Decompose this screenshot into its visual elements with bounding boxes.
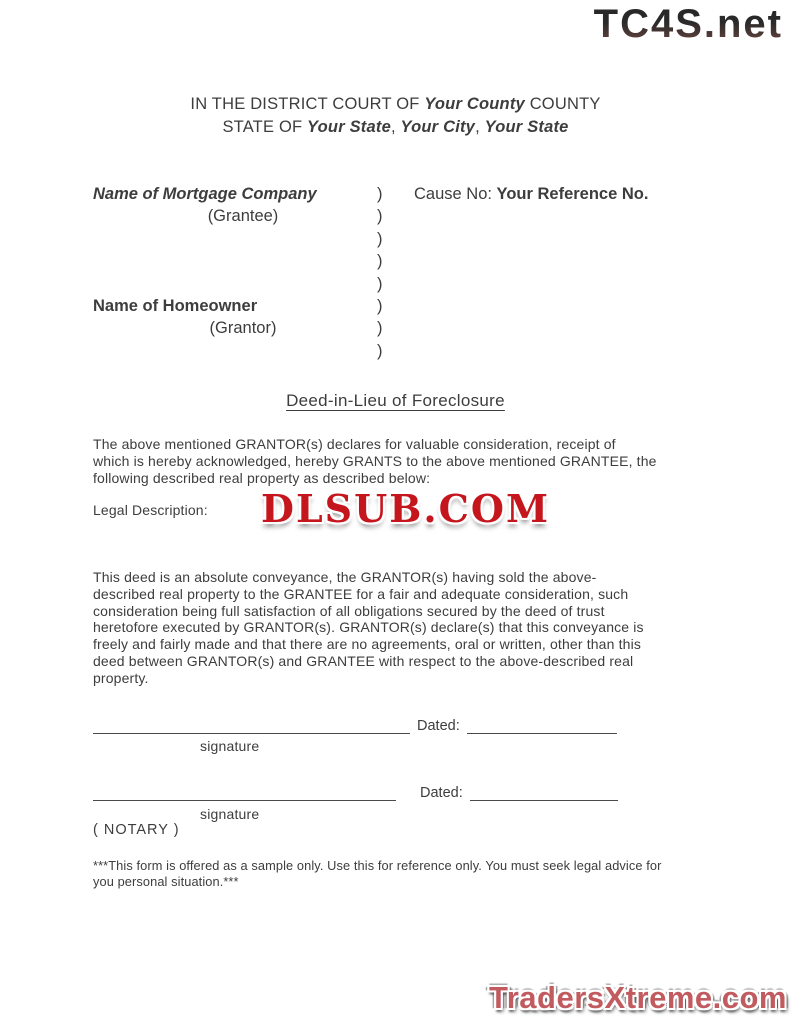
grantee-role: (Grantee) <box>207 207 279 226</box>
dated-label: Dated: <box>420 785 463 801</box>
granting-paragraph <box>93 436 657 486</box>
caption-parties-column <box>93 183 393 362</box>
grantor-name: Name of Homeowner <box>93 296 258 315</box>
tradersxtreme-watermark-logo: TradersXtreme.com <box>489 980 787 1015</box>
cause-number-line <box>414 183 648 205</box>
grantor-signature-row <box>93 718 617 734</box>
court-header-line2-sep2: , <box>475 118 485 136</box>
conveyance-paragraph <box>93 569 644 687</box>
court-header-line1 <box>0 93 791 116</box>
document-title: Deed-in-Lieu of Foreclosure <box>286 391 505 410</box>
court-header <box>0 93 791 139</box>
signature-caption: signature <box>200 806 260 822</box>
cause-number-label: Cause No: <box>414 185 497 203</box>
court-header-line1-post: COUNTY <box>524 95 601 113</box>
sample-disclaimer-line: you personal situation.*** <box>93 873 239 889</box>
caption-paren: ) <box>377 185 383 203</box>
conveyance-paragraph-line: deed between GRANTOR(s) and GRANTEE with respect to the above-described real <box>93 652 634 669</box>
court-header-line2-sep1: , <box>390 118 401 136</box>
caption-paren: ) <box>377 229 383 248</box>
conveyance-paragraph-line: This deed is an absolute conveyance, the GRANTOR(s) having sold the above- <box>93 569 597 585</box>
notary-signature-row <box>93 785 618 801</box>
your-county-placeholder: Your County <box>424 95 525 113</box>
caption-paren: ) <box>377 341 383 360</box>
granting-paragraph-line: which is hereby acknowledged, hereby GRANTS to the above mentioned GRANTEE, the <box>93 452 657 469</box>
grantor-role: (Grantor) <box>209 319 277 338</box>
caption-paren: ) <box>377 274 383 293</box>
granting-paragraph-line: following described real property as described below: <box>93 469 431 486</box>
notary-label: ( NOTARY ) <box>93 822 180 838</box>
conveyance-paragraph-line: freely and fairly made and that there are no agreements, oral or written, other than this <box>93 636 641 653</box>
date-line <box>467 719 617 734</box>
dlsub-watermark-logo: DLSUB.COM <box>261 486 551 531</box>
conveyance-paragraph-line: property. <box>93 669 149 686</box>
court-header-line2 <box>0 116 791 139</box>
caption-paren: ) <box>377 296 383 315</box>
grantee-name: Name of Mortgage Company <box>93 185 317 203</box>
sample-disclaimer <box>93 858 661 890</box>
date-line <box>470 786 618 801</box>
conveyance-paragraph-line: heretofore executed by GRANTOR(s). GRANTOR(s) declare(s) that this conveyance is <box>93 619 644 636</box>
court-header-line1-pre: IN THE DISTRICT COURT OF <box>190 95 425 113</box>
conveyance-paragraph-line: described real property to the GRANTEE for a fair and adequate consideration, such <box>93 585 629 602</box>
your-state-placeholder-1: Your State <box>307 118 391 136</box>
caption-paren: ) <box>377 207 383 226</box>
signature-caption: signature <box>200 738 260 754</box>
cause-number-value: Your Reference No. <box>496 185 649 203</box>
your-state-placeholder-2: Your State <box>484 118 569 136</box>
caption-paren-column <box>377 183 383 362</box>
your-city-placeholder: Your City <box>400 118 476 136</box>
caption-paren: ) <box>377 319 383 338</box>
granting-paragraph-line: The above mentioned GRANTOR(s) declares for valuable consideration, receipt of <box>93 436 616 452</box>
court-header-line2-pre: STATE OF <box>222 118 308 136</box>
signature-line <box>93 786 396 801</box>
legal-description-label: Legal Description: <box>93 502 208 518</box>
signature-line <box>93 719 410 734</box>
tc4s-watermark-logo: TC4S.net <box>593 2 783 46</box>
caption-paren: ) <box>377 252 383 271</box>
dated-label: Dated: <box>417 718 460 734</box>
conveyance-paragraph-line: consideration being full satisfaction of all obligations secured by the deed of trust <box>93 602 605 619</box>
sample-disclaimer-line: ***This form is offered as a sample only. Use this for reference only. You must seek legal advice for <box>93 858 662 873</box>
